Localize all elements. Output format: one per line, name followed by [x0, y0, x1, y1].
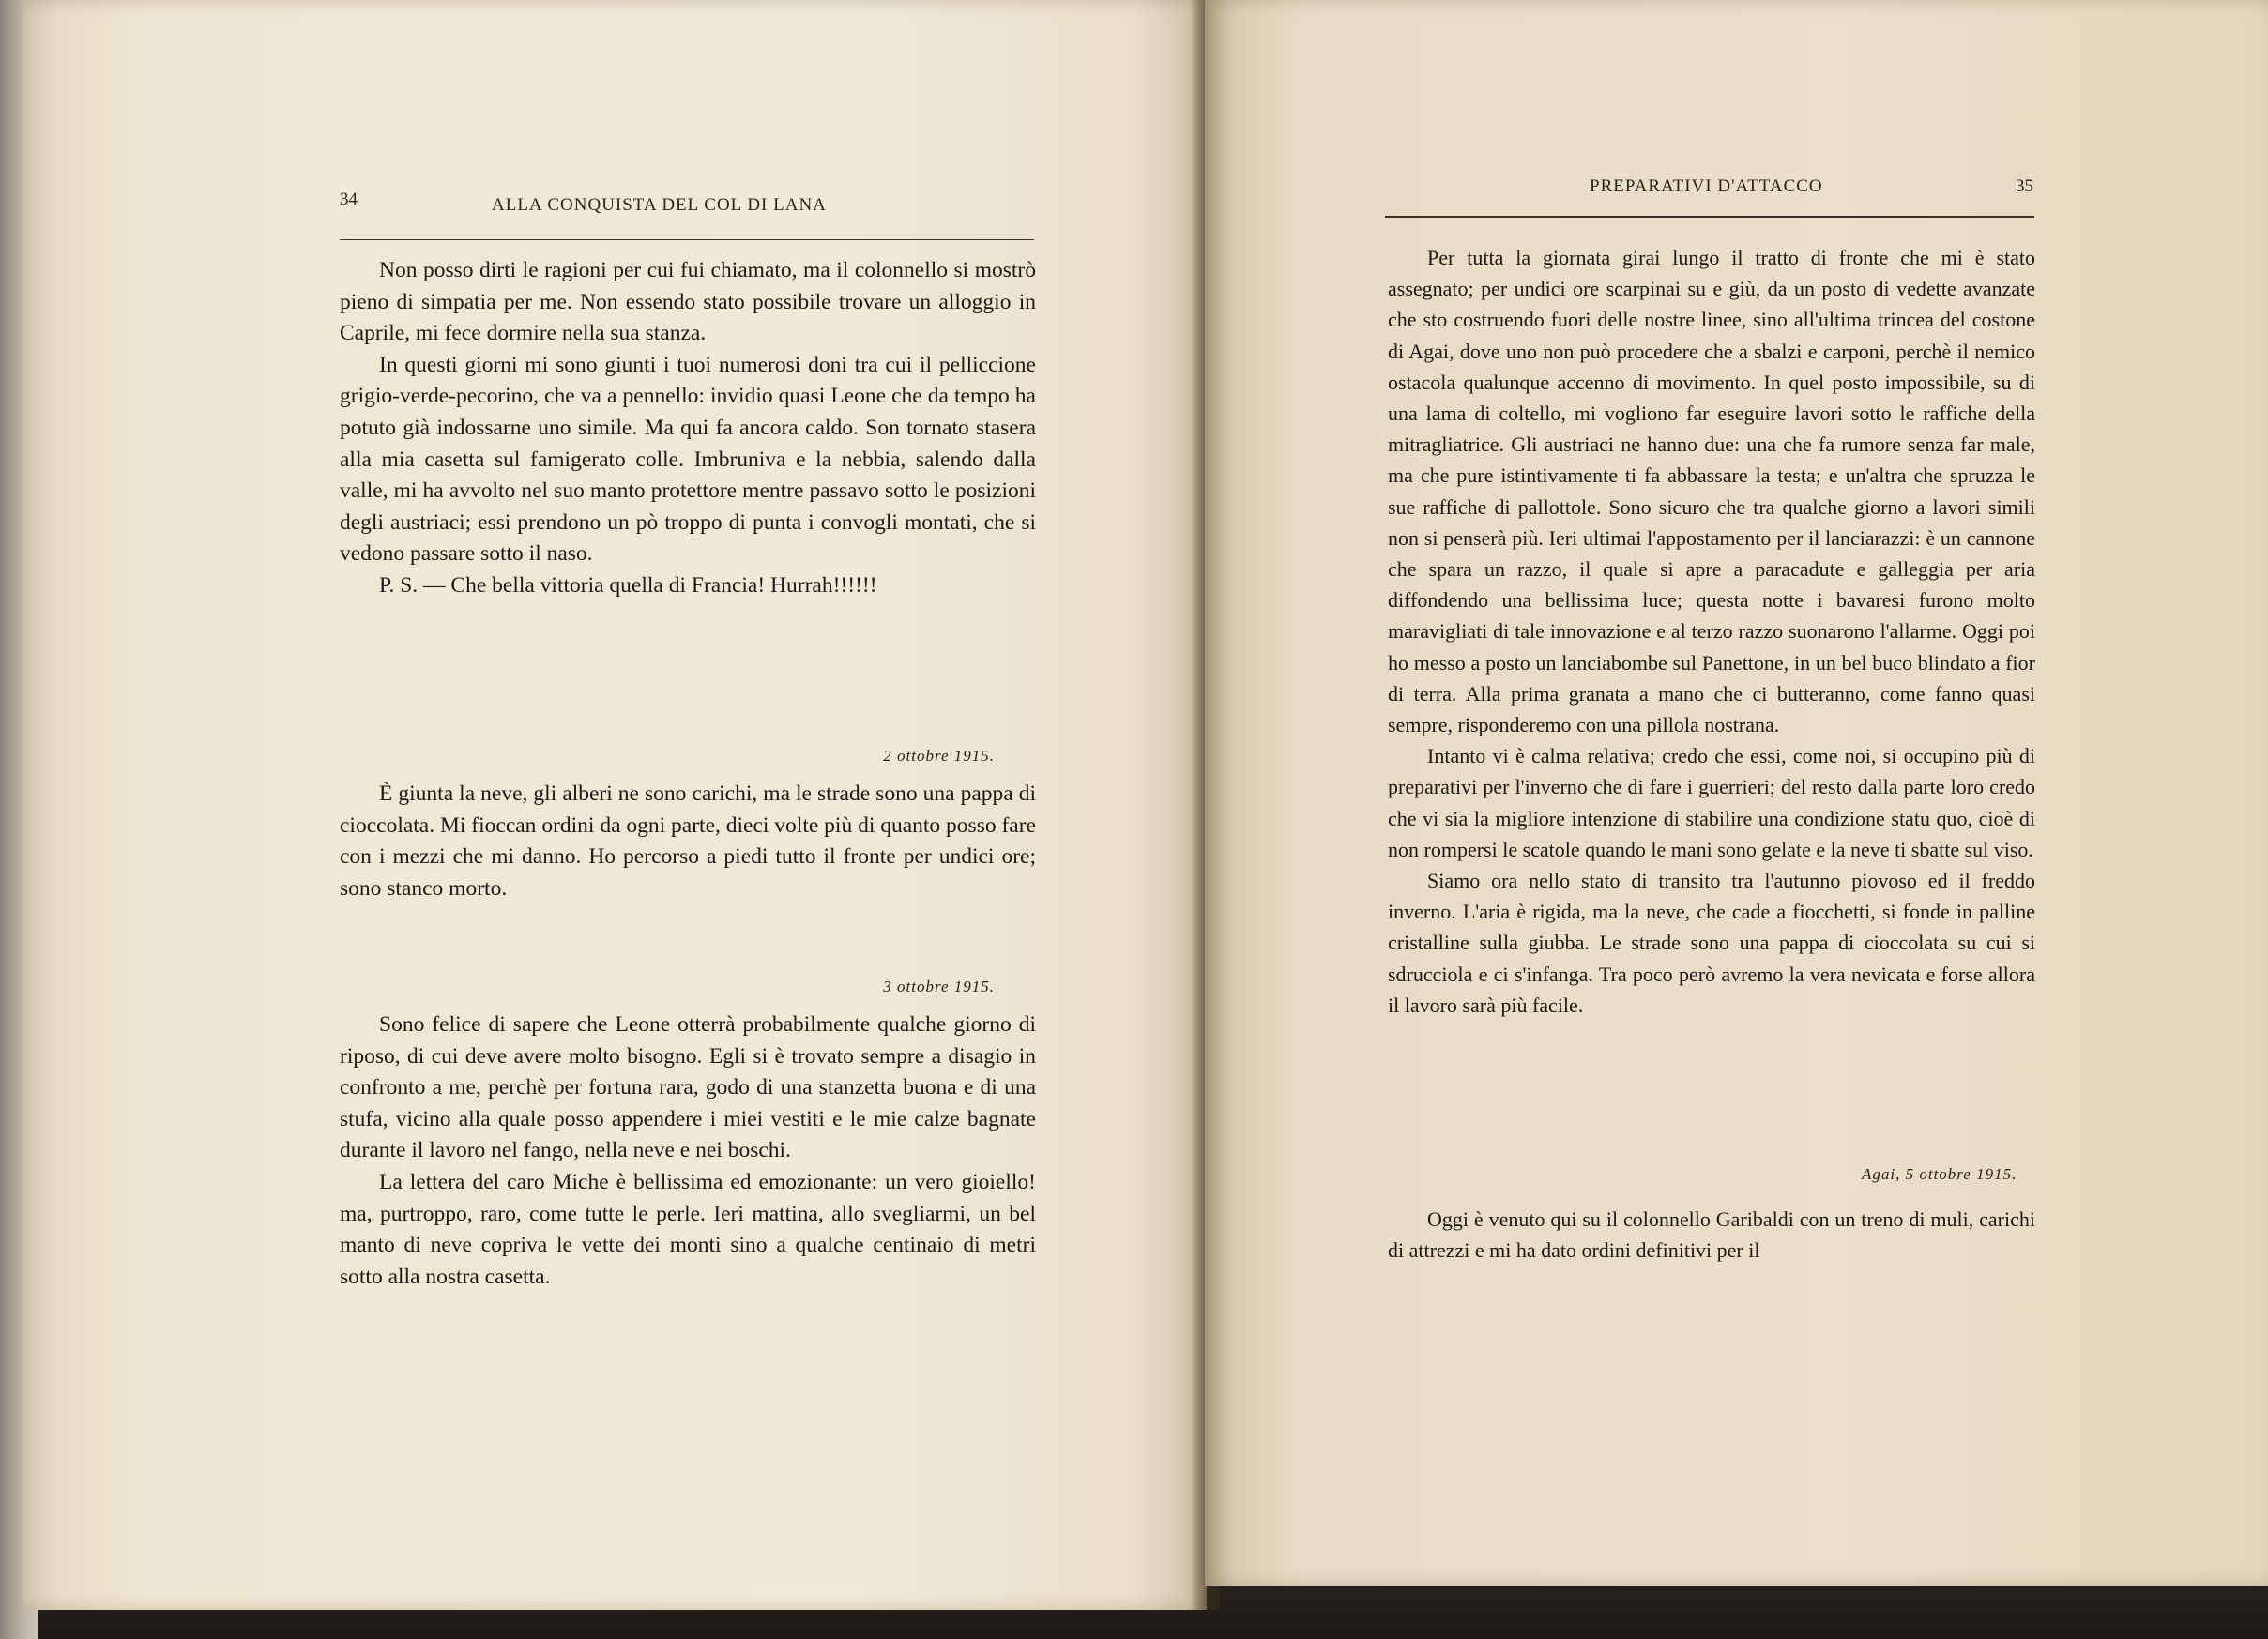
text-block: [340, 1009, 1036, 1293]
entry-date: Agai, 5 ottobre 1915.: [1862, 1165, 2017, 1183]
text-block: [1388, 1204, 2035, 1266]
text-block: [1388, 242, 2035, 1021]
page-number: 35: [2016, 176, 2033, 196]
header-rule: [1385, 216, 2034, 218]
page-number: 34: [340, 190, 358, 209]
paragraph: Per tutta la giornata girai lungo il tratto di fronte che mi è stato assegnato; per undici ore scarpinai su e giù, da un posto di vedette avanzate che sto costruendo fuori delle nostre linee, sino all'ultima trincea del costone di Agai, dove uno non può procedere che a sbalzi e carponi, perchè il nemico ostacola qualunque accenno di movimento. In quel posto impossibile, su di una lama di coltello, mi vogliono far eseguire lavori sotto le raffiche della mitragliatrice. Gli austriaci ne hanno due: una che fa rumore senza far male, ma che pure istintivamente ti fa abbassare la testa; e un'altra che spruzza le sue raffiche di pallottole. Sono sicuro che tra qualche giorno a lavori simili non si penserà più. Ieri ultimai l'appostamento per il lanciarazzi: è un cannone che spara un razzo, il quale si apre a paracadute e galleggia per aria diffondendo una bellissima luce; questa notte i bavaresi furono molto maravigliati di tale innovazione e al terzo razzo suonarono l'allarme. Oggi poi ho messo a posto un lanciabombe sul Panettone, in un bel buco blindato a fior di terra. Alla prima granata a mano che ci butteranno, come fanno quasi sempre, risponderemo con una pillola nostrana.: [1388, 246, 2035, 737]
paragraph: La lettera del caro Miche è bellissima ed emozionante: un vero gioiello! ma, purtroppo, raro, come tutte le perle. Ieri mattina, allo svegliarmi, un bel manto di neve copriva le vette dei monti sino a qualche centinaio di metri sotto alla nostra casetta.: [340, 1169, 1036, 1289]
text-block: [340, 779, 1036, 904]
paragraph: È giunta la neve, gli alberi ne sono carichi, ma le strade sono una pappa di cioccolata. Mi fioccan ordini da ogni parte, dieci volte più di quanto posso fare con i mezzi che mi danno. Ho percorso a piedi tutto il fronte per undici ore; sono stanco morto.: [340, 782, 1036, 901]
paragraph: Intanto vi è calma relativa; credo che essi, come noi, si occupino più di preparativi per l'inverno che di fare i guerrieri; del resto dalla parte loro credo che vi sia la migliore intenzione di stabilire una condizione statu quo, cioè di non rompersi le scatole quando le mani sono gelate e la neve ti sbatte sul viso.: [1388, 744, 2035, 861]
running-head: ALLA CONQUISTA DEL COL DI LANA: [492, 195, 827, 215]
paragraph: Siamo ora nello stato di transito tra l'autunno piovoso ed il freddo inverno. L'aria è rigida, ma la neve, che cade a fiocchetti, si fonde in palline cristalline sulla giubba. Le strade sono una pappa di cioccolata su cui si sdrucciola e ci s'infanga. Tra poco però avremo la vera nevicata e forse allora il lavoro sarà più facile.: [1388, 869, 2035, 1017]
right-page: [1205, 0, 2268, 1586]
paragraph: In questi giorni mi sono giunti i tuoi numerosi doni tra cui il pelliccione grigio-verde-pecorino, che va a pennello: invidio quasi Leone che da tempo ha potuto già indossarne uno simile. Ma qui fa ancora caldo. Son tornato stasera alla mia casetta sul famigerato colle. Imbruniva e la nebbia, salendo dalla valle, mi ha avvolto nel suo manto protettore mentre passavo sotto le posizioni degli austriaci; essi prendono un pò troppo di punta i convogli montati, che si vedono passare sotto il naso.: [340, 352, 1036, 567]
paragraph: Sono felice di sapere che Leone otterrà probabilmente qualche giorno di riposo, di cui deve avere molto bisogno. Egli si è trovato sempre a disagio in confronto a me, perchè per fortuna rara, godo di una stanzetta buona e di una stufa, vicino alla quale posso appendere i miei vestiti e le mie calze bagnate durante il lavoro nel fango, nella neve e nei boschi.: [340, 1012, 1036, 1163]
text-block: [340, 255, 1036, 602]
left-page: [23, 0, 1207, 1610]
entry-date: 2 ottobre 1915.: [883, 747, 995, 765]
paragraph: Oggi è venuto qui su il colonnello Garibaldi con un treno di muli, carichi di attrezzi e mi ha dato ordini definitivi per il: [1388, 1207, 2035, 1263]
entry-date: 3 ottobre 1915.: [883, 978, 995, 995]
paragraph: P. S. — Che bella vittoria quella di Francia! Hurrah!!!!!!: [379, 572, 877, 598]
header-rule: [340, 239, 1034, 240]
running-head: PREPARATIVI D'ATTACCO: [1590, 176, 1823, 196]
paragraph: Non posso dirti le ragioni per cui fui chiamato, ma il colonnello si mostrò pieno di simpatia per me. Non essendo stato possibile trovare un alloggio in Caprile, mi fece dormire nella sua stanza.: [340, 258, 1036, 346]
